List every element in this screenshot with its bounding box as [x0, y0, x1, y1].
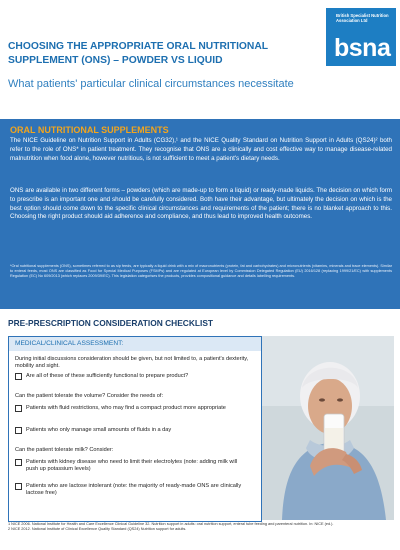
photo-illustration [262, 336, 394, 520]
footnotes [8, 522, 394, 533]
checkbox-icon[interactable] [15, 459, 22, 466]
footnote-2: 2 NICE 2012. National Institute of Clinical Excellence Quality Standard (QS24) Nutrition support for adults. [8, 527, 187, 532]
intro-section [0, 119, 400, 309]
checklist-item[interactable]: Patients with fluid restrictions, who may find a compact product more appropriate [15, 405, 255, 415]
assessment-heading: MEDICAL/CLINICAL ASSESSMENT: [9, 337, 261, 351]
bsna-logo [326, 8, 396, 66]
page-title: CHOOSING THE APPROPRIATE ORAL NUTRITIONAL SUPPLEMENT (ONS) – POWDER VS LIQUID [8, 41, 268, 66]
question-1: During initial discussions consideration should be given, but not limited to, a patient's dexterity, mobility and sight. [15, 356, 249, 370]
checkbox-icon[interactable] [15, 373, 22, 380]
intro-paragraph-2: ONS are available in two different forms – powders (which are made-up to form a liquid) or ready-made liquids. The decision on which form to prescribe is an important one and should be carefully considered. Both have their advantage, but ultimately the decision on which is the best option should come down to the specific clinical circumstances and requirements of the patient; there is no blanket approach to this. Choosing the right product should aid adherence and compliance, and thus lead to improved health outcomes. [10, 187, 392, 221]
checkbox-icon[interactable] [15, 427, 22, 434]
intro-footnote: *Oral nutritional supplements (ONS), sometimes referred to as sip feeds, are typically a liquid drink with a mix of macronutrients (protein, fat and carbohydrates) and micronutrients (vitamins, minerals and trace elements). Similar to enteral feeds, most ONS are classified as Food for Special Medical Purposes (FSMPs) and are regulated at European level by Commission Delegated Regulation (EU) 2016/128 (replacing 1999/21/EC) with supplements Regulation (EC) No 609/2013 (which replaces 2009/39/EC). This legislation categorises the products, provides compositional guidance and details labelling requirements. [10, 264, 392, 279]
patient-drinking-photo [262, 336, 394, 520]
intro-paragraph-1: The NICE Guideline on Nutrition Support in Adults (CG32),¹ and the NICE Quality Standard on Nutrition Support in Adults (QS24)² both refer to the role of ONS* in patient treatment. They recognise that ONS are a clinically and cost effective way to manage disease-related malnutrition when food alone, however nutritious, is not sufficient to meet a patient's dietary needs. [10, 137, 392, 162]
checklist-title: PRE-PRESCRIPTION CONSIDERATION CHECKLIST [8, 318, 214, 328]
question-2: Can the patient tolerate the volume? Consider the needs of: [15, 393, 164, 399]
intro-heading: ORAL NUTRITIONAL SUPPLEMENTS [10, 125, 169, 135]
logo-org-name: British Specialist Nutrition Association Ltd [336, 13, 389, 23]
logo-wordmark: bsna [334, 34, 391, 62]
footnote-1: 1 NICE 2006. National Institute for Health and Care Excellence Clinical Guideline 32. Nutrition support in adults: oral nutrition support, enteral tube feeding and parenteral nutrition. In: NICE (ed.). [8, 522, 334, 526]
checkbox-icon[interactable] [15, 483, 22, 490]
checklist-item[interactable]: Patients who only manage small amounts of fluids in a day [15, 427, 255, 437]
checklist-item[interactable]: Are all of these of these sufficiently functional to prepare product? [15, 373, 255, 383]
checklist-item[interactable]: Patients who are lactose intolerant (note: the majority of ready-made ONS are clinically lactose free) [15, 483, 255, 498]
page-subtitle: What patients' particular clinical circumstances necessitate [8, 78, 294, 90]
checklist-item[interactable]: Patients with kidney disease who need to limit their electrolytes (note: adding milk will push up potassium levels) [15, 459, 255, 474]
checkbox-icon[interactable] [15, 405, 22, 412]
question-3: Can the patient tolerate milk? Consider: [15, 447, 114, 453]
assessment-panel [8, 336, 262, 522]
